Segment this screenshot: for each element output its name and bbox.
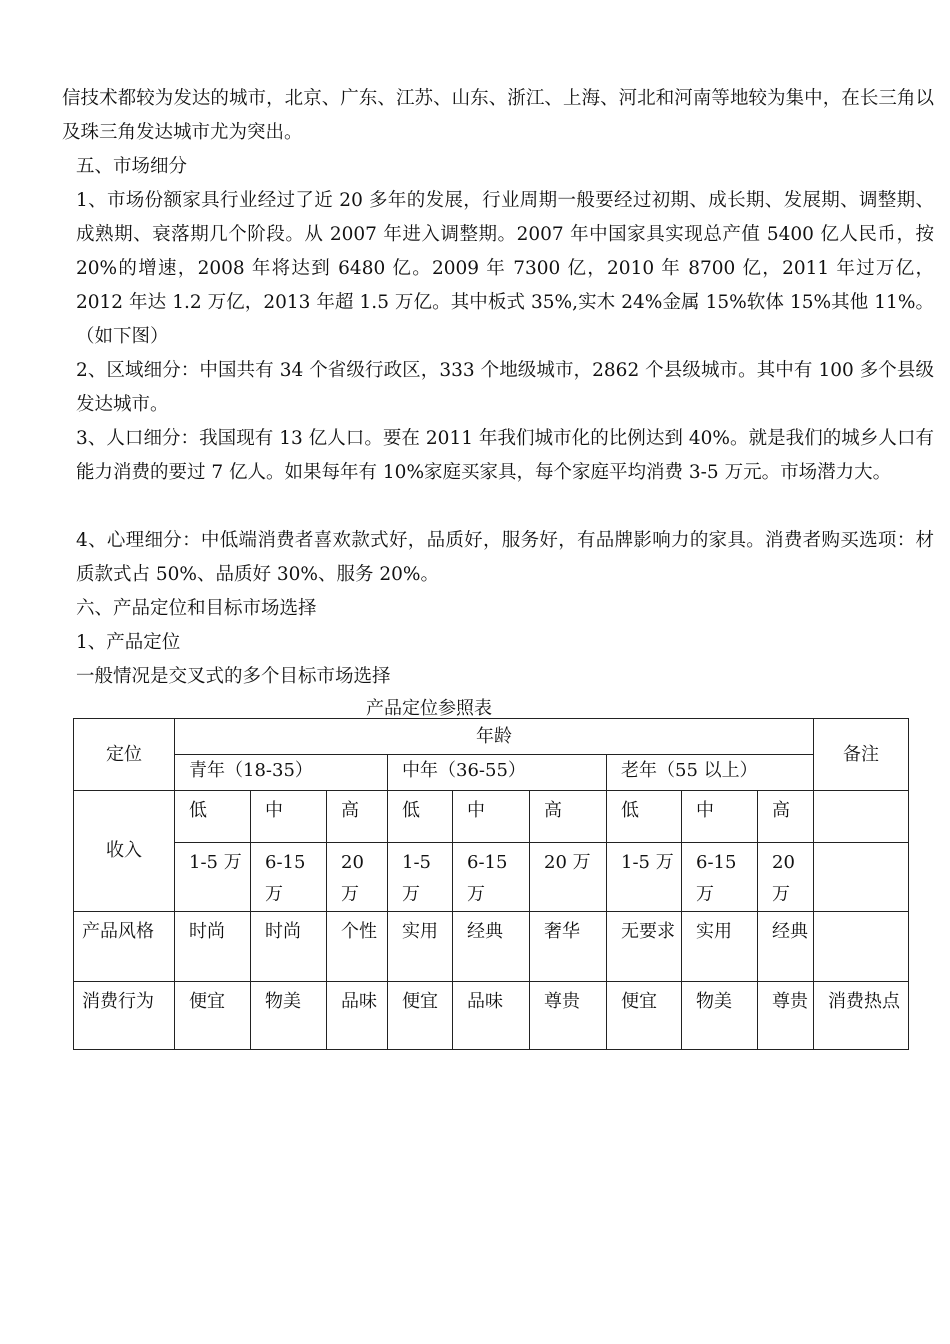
- income-range-cell: 1-5 万: [607, 843, 682, 912]
- behavior-cell: 品味: [327, 982, 388, 1050]
- income-range-cell: 1-5 万: [175, 843, 251, 912]
- income-range-cell: 20 万: [530, 843, 607, 912]
- header-remark: 备注: [814, 719, 909, 791]
- behavior-cell: 物美: [682, 982, 758, 1050]
- paragraph-market-share: 1、市场份额家具行业经过了近 20 多年的发展，行业周期一般要经过初期、成长期、发展期、调整期、成熟期、衰落期几个阶段。从 2007 年进入调整期。2007 年中国家具实现总产值 5400 亿人民币，按 20%的增速，2008 年将达到 6480 亿。2009 年 7300 亿，2010 年 8700 亿，2011 年过万亿，2012 年达 1.2 万亿，2013 年超 1.5 万亿。其中板式 35%,实木 24%金属 15%软体 15%其他 11%。（如下图）: [76, 190, 934, 347]
- style-cell: 奢华: [530, 912, 607, 982]
- style-cell: 实用: [388, 912, 453, 982]
- income-level-cell: 低: [607, 791, 682, 843]
- age-group-youth: 青年（18-35）: [175, 755, 388, 791]
- remark-cell-empty: [814, 843, 909, 912]
- row-label-income: 收入: [74, 791, 175, 912]
- row-label-behavior: 消费行为: [74, 982, 175, 1050]
- income-level-cell: 高: [530, 791, 607, 843]
- income-level-cell: 高: [758, 791, 814, 843]
- income-level-cell: 中: [251, 791, 327, 843]
- paragraph-target-market: 一般情况是交叉式的多个目标市场选择: [76, 666, 391, 687]
- behavior-cell: 物美: [251, 982, 327, 1050]
- paragraph-regional: 2、区域细分：中国共有 34 个省级行政区，333 个地级城市，2862 个县级城市。其中有 100 多个县级发达城市。: [76, 360, 934, 415]
- income-level-cell: 中: [453, 791, 530, 843]
- income-range-cell: 20 万: [327, 843, 388, 912]
- style-cell: 实用: [682, 912, 758, 982]
- remark-cell-empty: [814, 912, 909, 982]
- income-range-cell: 20 万: [758, 843, 814, 912]
- income-level-cell: 低: [388, 791, 453, 843]
- income-level-cell: 中: [682, 791, 758, 843]
- style-cell: 时尚: [251, 912, 327, 982]
- behavior-cell: 尊贵: [530, 982, 607, 1050]
- paragraph-population: 3、人口细分：我国现有 13 亿人口。要在 2011 年我们城市化的比例达到 40%。就是我们的城乡人口有能力消费的要过 7 亿人。如果每年有 10%家庭买家具，每个家庭平均消费 3-5 万元。市场潜力大。: [76, 428, 934, 483]
- subheading-product-positioning: 1、产品定位: [76, 632, 181, 653]
- header-position: 定位: [74, 719, 175, 791]
- remark-consumption-hotspot: 消费热点: [814, 982, 909, 1050]
- behavior-cell: 便宜: [607, 982, 682, 1050]
- income-range-cell: 6-15 万: [453, 843, 530, 912]
- income-level-cell: 高: [327, 791, 388, 843]
- table-caption: 产品定位参照表: [366, 698, 492, 719]
- age-group-middle: 中年（36-55）: [388, 755, 607, 791]
- header-age: 年龄: [175, 719, 814, 755]
- heading-product-positioning: 六、产品定位和目标市场选择: [76, 598, 317, 619]
- income-level-cell: 低: [175, 791, 251, 843]
- row-label-style: 产品风格: [74, 912, 175, 982]
- paragraph-intro: 信技术都较为发达的城市，北京、广东、江苏、山东、浙江、上海、河北和河南等地较为集中，在长三角以及珠三角发达城市尤为突出。: [62, 88, 934, 143]
- style-cell: 时尚: [175, 912, 251, 982]
- style-cell: 经典: [758, 912, 814, 982]
- style-cell: 无要求: [607, 912, 682, 982]
- behavior-cell: 便宜: [388, 982, 453, 1050]
- style-cell: 个性: [327, 912, 388, 982]
- income-range-cell: 6-15 万: [251, 843, 327, 912]
- remark-cell-empty: [814, 791, 909, 843]
- income-range-cell: 1-5 万: [388, 843, 453, 912]
- heading-market-segmentation: 五、市场细分: [76, 156, 188, 177]
- income-range-cell: 6-15 万: [682, 843, 758, 912]
- style-cell: 经典: [453, 912, 530, 982]
- paragraph-psychology: 4、心理细分：中低端消费者喜欢款式好，品质好，服务好，有品牌影响力的家具。消费者购买选项：材质款式占 50%、品质好 30%、服务 20%。: [76, 530, 934, 585]
- positioning-table: [73, 718, 909, 1050]
- age-group-senior: 老年（55 以上）: [607, 755, 814, 791]
- behavior-cell: 尊贵: [758, 982, 814, 1050]
- behavior-cell: 品味: [453, 982, 530, 1050]
- behavior-cell: 便宜: [175, 982, 251, 1050]
